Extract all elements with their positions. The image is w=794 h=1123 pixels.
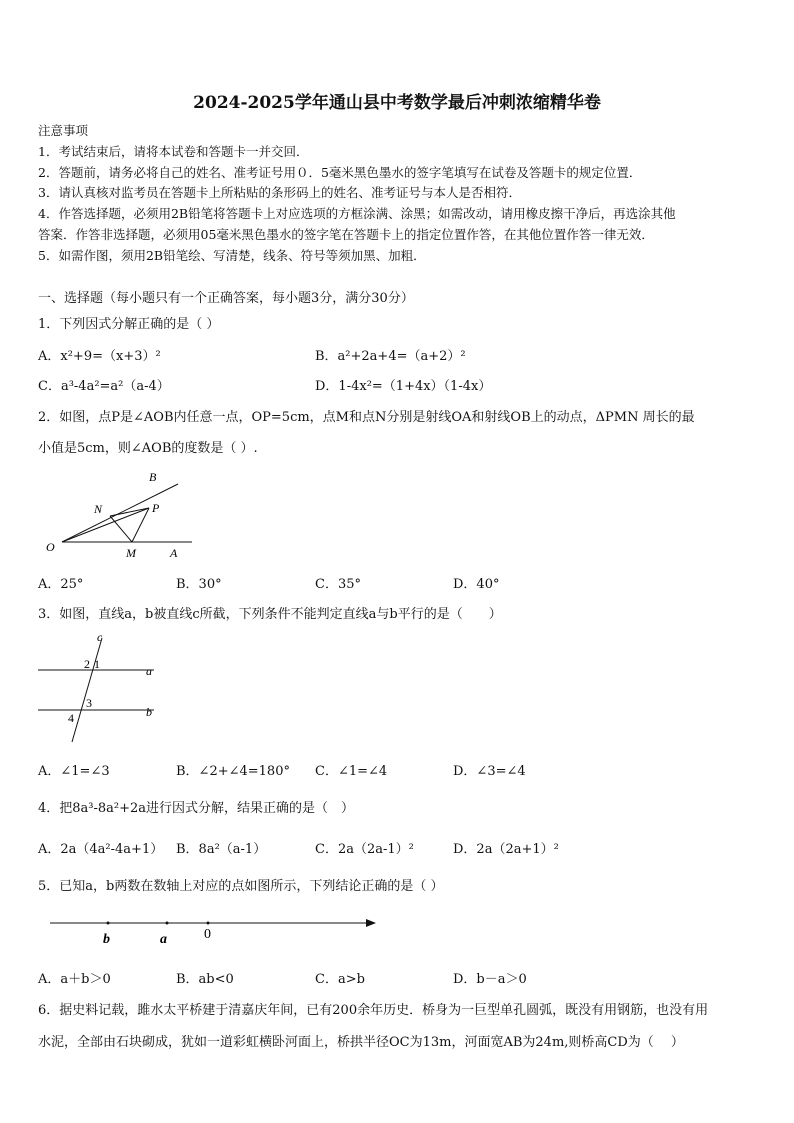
point-zero	[207, 922, 210, 925]
label-o: O	[46, 540, 55, 554]
q1-stem: 1．下列因式分解正确的是（ ）	[38, 317, 220, 332]
q6-stem-line1: 6．据史料记载，雎水太平桥建于清嘉庆年间，已有200余年历史．桥身为一巨型单孔圆弧，既没有用钢筋，也没有用	[38, 1003, 709, 1018]
point-b	[107, 922, 110, 925]
segment-op	[62, 508, 149, 542]
notice-item-3: 3．请认真核对监考员在答题卡上所粘贴的条形码上的姓名、准考证号与本人是否相符．	[38, 185, 521, 200]
q2-option-b[interactable]: B．30°	[176, 577, 222, 592]
label-c: c	[97, 630, 103, 644]
notice-item-2: 2．答题前，请务必将自己的姓名、准考证号用０．5毫米黑色墨水的签字笔填写在试卷及答题卡的规定位置．	[38, 165, 642, 180]
q3-option-c[interactable]: C．∠1=∠4	[315, 764, 388, 779]
q2-angle-figure	[40, 468, 200, 563]
q2-option-d[interactable]: D．40°	[453, 577, 500, 592]
segment-nm	[110, 516, 132, 542]
label-p: P	[152, 501, 160, 515]
label-zero: 0	[204, 927, 211, 942]
q2-option-a[interactable]: A．25°	[38, 577, 84, 592]
q3-option-b[interactable]: B．∠2+∠4=180°	[176, 764, 290, 779]
segment-pm	[132, 508, 149, 542]
segment-np	[110, 508, 149, 516]
q4-option-c[interactable]: C．2a（2a-1）²	[315, 842, 414, 857]
ray-ob	[62, 484, 178, 542]
q4-option-b[interactable]: B．8a²（a-1）	[176, 842, 267, 857]
angle-4-label: 4	[68, 711, 74, 725]
line-c	[72, 638, 102, 742]
page-title: 2024-2025学年通山县中考数学最后冲刺浓缩精华卷	[193, 93, 601, 113]
q4-option-a[interactable]: A．2a（4a²-4a+1）	[38, 842, 164, 857]
notice-item-4-cont: 答案．作答非选择题，必须用05毫米黑色墨水的签字笔在答题卡上的指定位置作答，在其他位置作答一律无效．	[38, 227, 654, 242]
q3-stem: 3．如图，直线a，b被直线c所截，下列条件不能判定直线a与b平行的是（ ）	[38, 607, 502, 622]
label-a: A	[170, 546, 178, 560]
q2-option-c[interactable]: C．35°	[315, 577, 361, 592]
point-a	[166, 922, 169, 925]
angle-2-label: 2	[84, 657, 90, 671]
q5-option-d[interactable]: D．b－a＞0	[453, 972, 527, 987]
label-n: N	[94, 502, 103, 516]
q3-option-d[interactable]: D．∠3=∠4	[453, 764, 526, 779]
q1-option-a[interactable]: A．x²+9=（x+3）²	[38, 349, 161, 364]
q5-option-b[interactable]: B．ab<0	[176, 972, 234, 987]
label-b: B	[149, 470, 157, 484]
notice-item-4: 4．作答选择题，必须用2B铅笔将答题卡上对应选项的方框涂满、涂黑；如需改动，请用橡皮擦干净后，再选涂其他	[38, 206, 676, 221]
q1-option-d[interactable]: D．1-4x²=（1+4x）（1-4x）	[315, 379, 492, 394]
q2-stem-line2: 小值是5cm，则∠AOB的度数是（ ）.	[38, 441, 258, 456]
notice-item-5: 5．如需作图，须用2B铅笔绘、写清楚，线条、符号等须加黑、加粗．	[38, 248, 426, 263]
label-a: a	[160, 932, 167, 947]
label-a: a	[146, 664, 152, 678]
q1-option-c[interactable]: C．a³-4a²=a²（a-4）	[38, 379, 170, 394]
q5-number-line-figure	[46, 912, 386, 950]
q2-stem-line1: 2．如图，点P是∠AOB内任意一点，OP=5cm，点M和点N分别是射线OA和射线OB上的动点，ΔPMN 周长的最	[38, 410, 695, 425]
label-m: M	[126, 546, 136, 560]
label-b: b	[103, 932, 110, 947]
q5-option-c[interactable]: C．a>b	[315, 972, 365, 987]
q6-stem-line2: 水泥，全部由石块砌成，犹如一道彩虹横卧河面上，桥拱半径OC为13m，河面宽AB为24m,则桥高CD为（ ）	[38, 1035, 684, 1050]
q3-option-a[interactable]: A．∠1=∠3	[38, 764, 110, 779]
section-heading: 一、选择题（每小题只有一个正确答案，每小题3分，满分30分）	[38, 291, 414, 306]
q1-option-b[interactable]: B．a²+2a+4=（a+2）²	[315, 349, 466, 364]
q5-stem: 5．已知a，b两数在数轴上对应的点如图所示，下列结论正确的是（ ）	[38, 879, 444, 894]
q5-option-a[interactable]: A．a＋b＞0	[38, 972, 111, 987]
number-line-arrow-icon	[366, 919, 376, 927]
notice-heading: 注意事项	[38, 123, 89, 138]
q3-parallel-lines-figure	[36, 630, 161, 745]
q4-option-d[interactable]: D．2a（2a+1）²	[453, 842, 559, 857]
angle-1-label: 1	[94, 657, 100, 671]
q4-stem: 4．把8a³-8a²+2a进行因式分解，结果正确的是（ ）	[38, 801, 355, 816]
notice-item-1: 1．考试结束后，请将本试卷和答题卡一并交回．	[38, 144, 309, 159]
angle-3-label: 3	[86, 696, 92, 710]
label-b: b	[146, 705, 152, 719]
